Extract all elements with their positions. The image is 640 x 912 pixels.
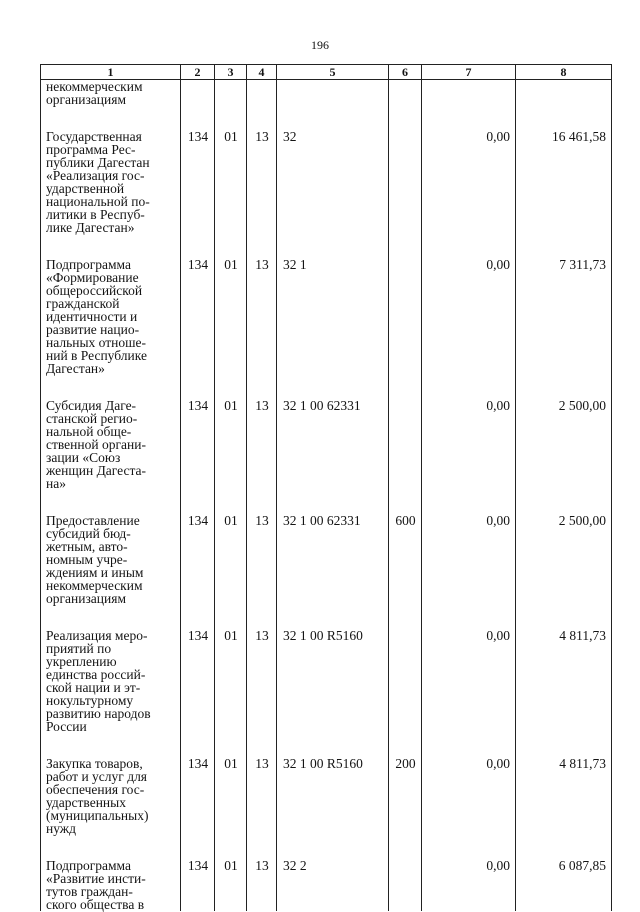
cell-section-code: 01 [215, 629, 247, 757]
cell-col8-amount: 2 500,00 [516, 514, 612, 629]
cell-col8-amount: 7 311,73 [516, 258, 612, 399]
cell-expense-type [389, 130, 422, 258]
cell-section-code: 01 [215, 399, 247, 514]
row-description-text: Предоставление субсидий бюд- жетным, авто- номным учре- ждениям и иным некоммерческим организациям [46, 513, 144, 606]
cell-subsection-code: 13 [247, 514, 277, 629]
cell-target-article: 32 1 00 62331 [277, 514, 389, 629]
row-description [41, 757, 181, 859]
cell-ministry-code: 134 [181, 629, 215, 757]
cell-subsection-code: 13 [247, 258, 277, 399]
page-number: 196 [311, 38, 329, 52]
table-row [41, 629, 612, 757]
cell-expense-type [389, 258, 422, 399]
cell-subsection-code: 13 [247, 629, 277, 757]
header-cell: 2 [181, 65, 215, 80]
cell-ministry-code: 134 [181, 757, 215, 859]
row-description-text: Субсидия Даге- станской регио- нальной обще- ственной органи- зации «Союз женщин Дагеста- на» [46, 398, 147, 491]
cell-ministry-code: 134 [181, 399, 215, 514]
cell-target-article: 32 1 00 R5160 [277, 629, 389, 757]
cell-ministry-code [181, 80, 215, 131]
cell-target-article: 32 [277, 130, 389, 258]
header-cell: 7 [422, 65, 516, 80]
row-description-text: некоммерческим организациям [46, 79, 143, 107]
cell-col8-amount: 6 087,85 [516, 859, 612, 911]
cell-target-article: 32 1 00 62331 [277, 399, 389, 514]
cell-section-code [215, 80, 247, 131]
cell-section-code: 01 [215, 757, 247, 859]
header-cell: 6 [389, 65, 422, 80]
table-row [41, 80, 612, 131]
cell-col8-amount [516, 80, 612, 131]
cell-col7-amount: 0,00 [422, 399, 516, 514]
row-description [41, 629, 181, 757]
cell-col8-amount: 4 811,73 [516, 629, 612, 757]
header-cell: 4 [247, 65, 277, 80]
cell-col7-amount: 0,00 [422, 130, 516, 258]
row-description [41, 80, 181, 131]
cell-expense-type [389, 399, 422, 514]
table-row [41, 258, 612, 399]
cell-subsection-code: 13 [247, 399, 277, 514]
row-description [41, 399, 181, 514]
cell-expense-type [389, 859, 422, 911]
table-row [41, 399, 612, 514]
cell-col7-amount: 0,00 [422, 514, 516, 629]
cell-section-code: 01 [215, 514, 247, 629]
cell-col7-amount: 0,00 [422, 258, 516, 399]
cell-expense-type: 600 [389, 514, 422, 629]
header-row [41, 65, 612, 80]
cell-col7-amount: 0,00 [422, 859, 516, 911]
header-cell: 5 [277, 65, 389, 80]
cell-target-article [277, 80, 389, 131]
cell-col8-amount: 16 461,58 [516, 130, 612, 258]
cell-expense-type [389, 629, 422, 757]
cell-expense-type [389, 80, 422, 131]
row-description [41, 130, 181, 258]
cell-col7-amount: 0,00 [422, 629, 516, 757]
cell-target-article: 32 2 [277, 859, 389, 911]
cell-ministry-code: 134 [181, 859, 215, 911]
row-description-text: Государственная программа Рес- публики Дагестан «Реализация гос- ударственной национальной по- литики в Респуб- лике Дагестан» [46, 129, 150, 235]
cell-section-code: 01 [215, 130, 247, 258]
cell-subsection-code: 13 [247, 130, 277, 258]
row-description-text: Закупка товаров, работ и услуг для обеспечения гос- ударственных (муниципальных) нужд [46, 756, 149, 836]
header-cell: 8 [516, 65, 612, 80]
cell-target-article: 32 1 [277, 258, 389, 399]
table-row [41, 757, 612, 859]
table-row [41, 859, 612, 911]
row-description [41, 514, 181, 629]
row-description [41, 859, 181, 911]
table-row [41, 514, 612, 629]
header-cell: 3 [215, 65, 247, 80]
cell-ministry-code: 134 [181, 514, 215, 629]
cell-col8-amount: 2 500,00 [516, 399, 612, 514]
row-description [41, 258, 181, 399]
cell-col7-amount [422, 80, 516, 131]
budget-table [40, 64, 612, 911]
header-cell: 1 [41, 65, 181, 80]
cell-ministry-code: 134 [181, 130, 215, 258]
table-row [41, 130, 612, 258]
cell-subsection-code [247, 80, 277, 131]
cell-subsection-code: 13 [247, 757, 277, 859]
cell-col7-amount: 0,00 [422, 757, 516, 859]
row-description-text: Подпрограмма «Развитие инсти- тутов граждан- ского общества в [46, 858, 146, 912]
cell-target-article: 32 1 00 R5160 [277, 757, 389, 859]
cell-expense-type: 200 [389, 757, 422, 859]
cell-col8-amount: 4 811,73 [516, 757, 612, 859]
cell-ministry-code: 134 [181, 258, 215, 399]
cell-section-code: 01 [215, 859, 247, 911]
cell-subsection-code: 13 [247, 859, 277, 911]
row-description-text: Реализация меро- приятий по укреплению единства россий- ской нации и эт- нокультурному развитию народов России [46, 628, 151, 734]
cell-section-code: 01 [215, 258, 247, 399]
row-description-text: Подпрограмма «Формирование общероссийской гражданской идентичности и развитие нацио- нальных отноше- ний в Республике Дагестан» [46, 257, 147, 376]
